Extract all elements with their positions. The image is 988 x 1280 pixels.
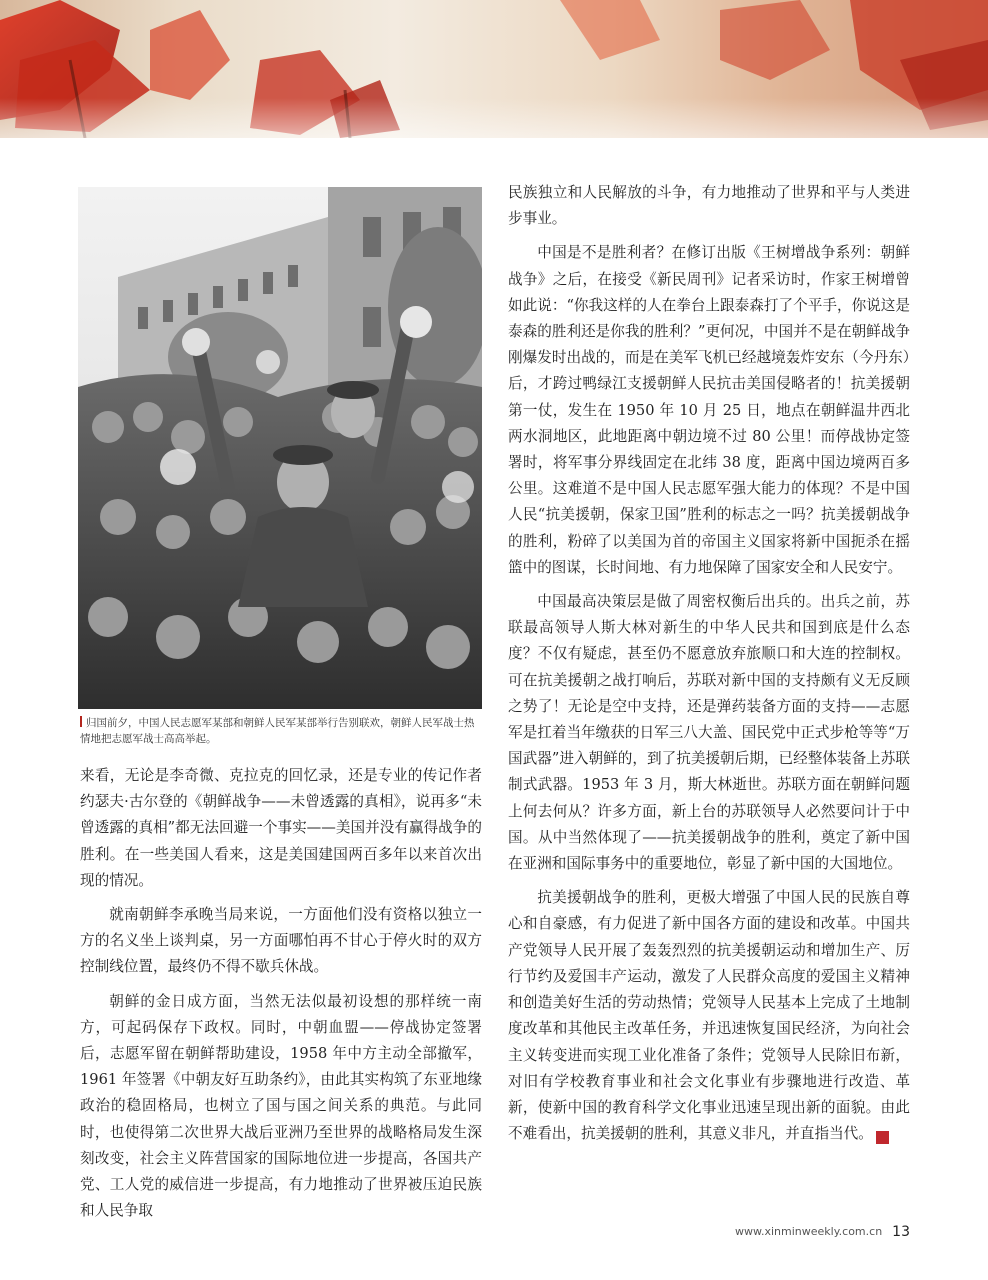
left-paragraph-2: 就南朝鲜李承晚当局来说，一方面他们没有资格以独立一方的名义坐上谈判桌，另一方面哪怕再不甘心于停火时的双方控制线位置，最终仍不得不歇兵休战。 bbox=[80, 906, 482, 976]
historical-photo bbox=[78, 187, 482, 709]
header-banner bbox=[0, 0, 988, 138]
caption-text: 归国前夕，中国人民志愿军某部和朝鲜人民军某部举行告别联欢，朝鲜人民军战士热情地把志愿军战士高高举起。 bbox=[80, 717, 475, 745]
page-number: 13 bbox=[892, 1224, 910, 1240]
left-text-column bbox=[80, 763, 482, 1224]
red-flags-decoration bbox=[0, 0, 988, 138]
right-paragraph-4-text: 抗美援朝战争的胜利，更极大增强了中国人民的民族自尊心和自豪感，有力促进了新中国各方面的建设和改革。中国共产党领导人民开展了轰轰烈烈的抗美援朝运动和增加生产、厉行节约及爱国丰产运动，激发了人民群众高度的爱国主义精神和创造美好生活的劳动热情；党领导人民基本上完成了土地制度改革和其他民主改革任务，并迅速恢复国民经济，为向社会主义转变进而实现工业化准备了条件；党领导人民除旧布新，对旧有学校教育事业和社会文化事业有步骤地进行改造、革新，使新中国的教育科学文化事业迅速呈现出新的面貌。由此不难看出，抗美援朝的胜利，其意义非凡，并直指当代。 bbox=[508, 889, 910, 1143]
right-paragraph-4 bbox=[508, 885, 915, 1147]
left-paragraph-3: 朝鲜的金日成方面，当然无法似最初设想的那样统一南方，可起码保存下政权。同时，中朝血盟——停战协定签署后，志愿军留在朝鲜帮助建设，1958 年中方主动全部撤军，1961 年签署《中朝友好互助条约》，由此其实构筑了东亚地缘政治的稳固格局，也树立了国与国之间关系的典范。与此同时，也使得第二次世界大战后亚洲乃至世界的战略格局发生深刻改变，社会主义阵营国家的国际地位进一步提高，各国共产党、工人党的威信进一步提高，有力地推动了世界被压迫民族和人民争取 bbox=[80, 992, 482, 1220]
page-footer bbox=[735, 1224, 910, 1240]
website-url: www.xinminweekly.com.cn bbox=[735, 1225, 883, 1238]
right-paragraph-3: 中国最高决策层是做了周密权衡后出兵的。出兵之前，苏联最高领导人斯大林对新生的中华人民共和国到底是什么态度？不仅有疑虑，甚至仍不愿意放弃旅顺口和大连的控制权。可在抗美援朝之战打响后，苏联对新中国的支持颇有义无反顾之势了！无论是空中支持，还是弹药装备方面的支持——志愿军是扛着当年缴获的日军三八大盖、国民党中正式步枪等等“万国武器”进入朝鲜的，到了抗美援朝后期，已经整体装备上苏联制式武器。1953 年 3 月，斯大林逝世。苏联方面在朝鲜问题上何去何从？许多方面，新上台的苏联领导人必然要问计于中国。从中当然体现了——抗美援朝战争的胜利，奠定了新中国在亚洲和国际事务中的重要地位，彰显了新中国的大国地位。 bbox=[508, 593, 910, 873]
right-paragraph-2: 中国是不是胜利者？在修订出版《王树增战争系列：朝鲜战争》之后，在接受《新民周刊》记者采访时，作家王树增曾如此说：“你我这样的人在拳台上跟泰森打了个平手，你说这是泰森的胜利还是你我的胜利？”更何况，中国并不是在朝鲜战争刚爆发时出战的，而是在美军飞机已经越境轰炸安东（今丹东）后，才跨过鸭绿江支援朝鲜人民抗击美国侵略者的！抗美援朝第一仗，发生在 1950 年 10 月 25 日，地点在朝鲜温井西北两水洞地区，此地距离中朝边境不过 80 公里！而停战协定签署时，将军事分界线固定在北纬 38 度，距离中国边境两百多公里。这难道不是中国人民志愿军强大能力的体现？不是中国人民“抗美援朝，保家卫国”胜利的标志之一吗？抗美援朝战争的胜利，粉碎了以美国为首的帝国主义国家将新中国扼杀在摇篮中的图谋，长时间地、有力地保障了国家安全和人民安宁。 bbox=[508, 244, 910, 576]
right-text-column bbox=[508, 180, 915, 1147]
right-paragraph-1: 民族独立和人民解放的斗争，有力地推动了世界和平与人类进步事业。 bbox=[508, 184, 910, 228]
caption-marker-icon bbox=[80, 716, 82, 727]
photo-icon bbox=[78, 187, 482, 709]
photo-caption bbox=[80, 715, 482, 747]
end-mark-icon: 民 bbox=[876, 1131, 889, 1144]
left-paragraph-1: 来看，无论是李奇微、克拉克的回忆录，还是专业的传记作者约瑟夫·古尔登的《朝鲜战争——未曾透露的真相》，说再多“未曾透露的真相”都无法回避一个事实——美国并没有赢得战争的胜利。在一些美国人看来，这是美国建国两百多年以来首次出现的情况。 bbox=[80, 767, 482, 889]
